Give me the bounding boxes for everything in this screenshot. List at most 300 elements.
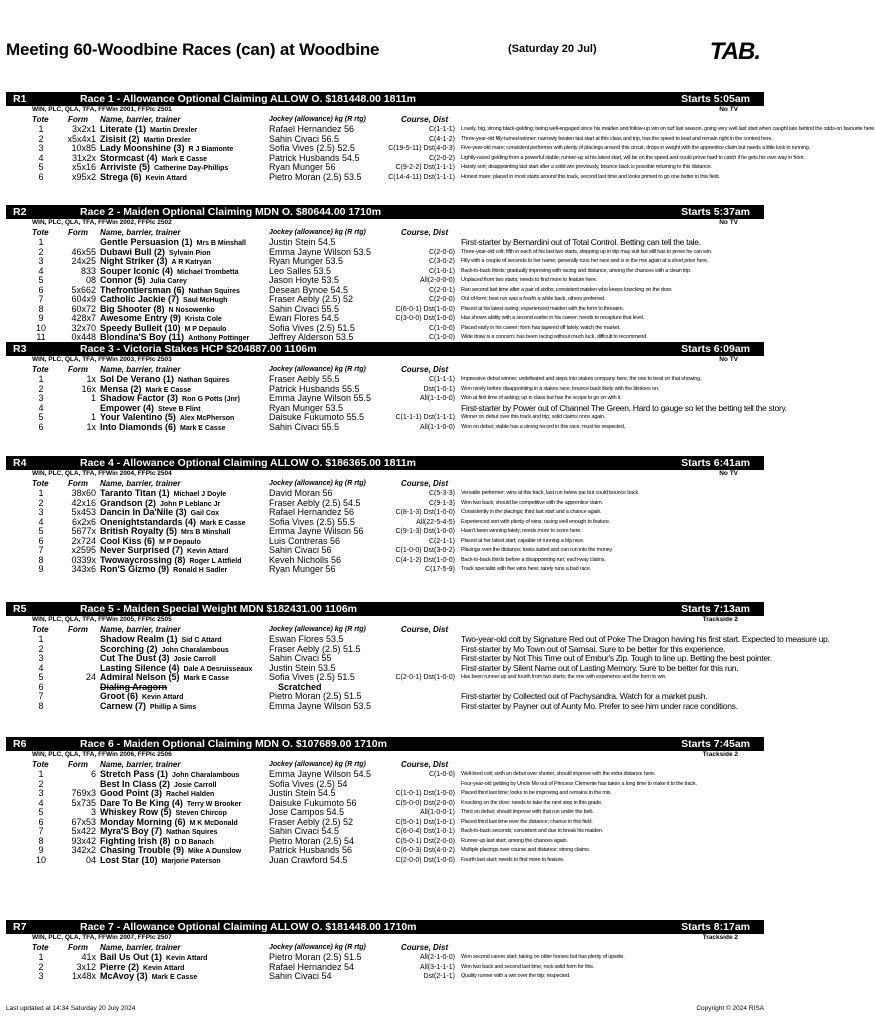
tote-number: 3 [38,143,44,153]
col-name-header: Name, barrier, trainer [100,228,181,237]
tote-number: 1 [38,952,44,962]
form-string: 0339x [71,554,96,565]
course-distance-stats: C(1-0-0) [428,334,455,341]
race-number: R1 [13,93,27,105]
runner-comment: Three-year-old colt; fifth in each of his last two starts, stepping up in trip may suit but still has to prove he can win. [461,248,713,255]
race-number: R7 [13,921,27,933]
race-name: Race 7 - Allowance Optional Claiming ALLOW O. $181448.00 1710m [80,921,417,933]
jockey-weight: Daisuke Fukumoto 56 [269,797,357,808]
col-form-header: Form [68,228,88,237]
jockey-weight: Sofia Vives (2.5) 55.5 [269,516,355,527]
trainer-name: Kevin Attard [187,548,229,555]
trainer-name: Alex McPherson [179,415,235,422]
col-form-header: Form [68,943,88,952]
jockey-weight: Jeffrey Alderson 53.5 [269,332,354,342]
course-distance-stats: C(2-0-1) [428,286,455,294]
runner-comment: Unplaced from two starts; needs to find more to feature here. [461,277,598,283]
trainer-name: A R Katryan [171,259,212,266]
jockey-weight: David Moran 56 [269,488,333,498]
race-section [6,602,830,711]
race-section [6,456,764,575]
jockey-weight: Emma Jayne Wilson 53.5 [269,246,372,257]
col-tote-header: Tote [32,115,49,124]
broadcast-channel: Trackside 2 [702,934,738,941]
course-distance-stats: C(2-1-1) [428,537,455,545]
runner-name: Twowaycrossing (8) [100,554,186,565]
runner-comment: Placed at his latest outing; experienced maiden with the form to threaten. [461,305,624,312]
trainer-name: Mrs B Minshall [181,529,231,536]
race-header-bar [6,602,764,616]
runner-name: Connor (5) [100,275,146,285]
col-jockey-header: Jockey (allowance) kg (R rtg) [269,366,366,373]
course-distance-stats: C(9-1-3) Dst(1-0-0) [395,528,455,535]
trainer-name: John Charalambous [172,772,240,779]
form-string: 60x72 [71,303,96,314]
runner-name: Dancin In Da'Nile (3) [100,507,187,517]
jockey-weight: Patrick Husbands 54.5 [269,152,360,163]
trainer-name: Nathan Squires [178,377,230,384]
runner-name: Strega (6) [100,171,142,182]
runner-comment: Runner-up last start; among the chances again. [461,837,568,844]
tote-number: 1 [38,374,44,384]
runner-row[interactable] [6,565,764,575]
trainer-name: Mark E Casse [145,386,192,394]
form-string: 38x60 [71,488,96,498]
last-updated: Last updated at 14:34 Saturday 20 July 2024 [6,1005,136,1012]
runner-name: Shadow Factor (3) [100,393,179,403]
runner-comment: Lovely, big, strong black-gelding; being well-engaged since his maiden and follow-up win on turf last season, going very well last start when caught late behind the odds-on favourite here. [461,126,875,132]
runner-comment: Quality runner with a win over the trip; respected. [461,973,571,979]
runner-name: Best In Class (2) [100,778,171,789]
course-distance-stats: C(2-0-0) [428,296,455,303]
runner-name: Never Surprised (7) [100,545,184,555]
form-string: 604x9 [71,294,96,304]
col-name-header: Name, barrier, trainer [100,365,181,374]
form-string: 67x53 [71,816,96,827]
col-jockey-header: Jockey (allowance) kg (R rtg) [269,229,366,236]
trainer-name: Krista Cole [184,316,222,323]
runner-comment: Four-year-old gelding by Uncle Mo out of Princess Clemente has taken a long time to make it to the track. [461,780,697,787]
trainer-name: Mark E Casse [151,974,198,981]
bet-types: WIN, PLC, QLA, TFA, FFWin 2001, FFPlc 2501 [32,106,172,113]
runner-comment: Has been runner-up and fourth from two starts; the one with experience and the form to win. [461,674,667,680]
trainer-name: Nathan Squires [188,287,240,295]
course-distance-stats: All(3-1-1-1) [419,963,455,971]
trainer-name: Ronald H Sadler [173,567,228,574]
trainer-name: Steven Chircop [175,810,227,817]
col-form-header: Form [68,760,88,769]
col-jockey-header: Jockey (allowance) kg (R rtg) [269,116,366,123]
bet-types: WIN, PLC, QLA, TFA, FFWin 2002, FFPlc 2502 [32,219,172,226]
course-distance-stats: C(1-1-1) [428,376,455,383]
page-header [6,40,764,68]
trainer-name: Julia Carey [149,278,187,285]
form-string: 5x735 [71,797,96,808]
runner-name: Chasing Trouble (9) [100,845,185,855]
runner-name: Night Striker (3) [100,256,168,266]
col-tote-header: Tote [32,625,49,634]
course-distance-stats: All(22-5-4-5) [416,518,455,526]
trainer-name: Kevin Attard [145,174,187,182]
runner-name: Cut The Dust (3) [100,653,170,663]
tote-number: 2 [38,133,44,144]
jockey-weight: Juan Crawford 54.5 [269,854,348,865]
runner-name: Myra'S Boy (7) [100,826,163,836]
trainer-name: R J Biamonte [188,146,234,153]
runner-row[interactable] [6,702,764,712]
runner-name: Your Valentino (5) [100,412,176,422]
runner-comment: Honest mare; placed in most starts around this track, second last time and looks primed to go one better in this field. [461,173,720,180]
tote-number: 5 [38,807,44,817]
tote-number: 6 [38,284,44,295]
trainer-name: D D Banach [174,838,214,846]
course-distance-stats: All(1-1-0-0) [419,423,455,431]
course-distance-stats: Dst(1-0-1) [423,385,455,393]
course-distance-stats: C(19-5-11) Dst(4-0-3) [388,145,455,152]
runner-comment: Handy sort; disappointing last start after a solid win previously, bounce back is possible returning to this distance. [461,164,712,170]
copyright: Copyright © 2024 RISA [696,1005,764,1012]
runner-name: Groot (6) [100,691,138,701]
runner-comment: First-starter by Not This Time out of Embur's Zip. Tough to line up. Betting the best pointer. [461,653,772,663]
course-distance-stats: C(5-0-1) Dst(1-0-1) [395,818,455,826]
trainer-name: Terry W Brooker [186,800,242,808]
tote-number: 2 [38,497,44,508]
form-string: 5677x [71,526,96,536]
runner-comment: Out of form; best run was a fourth a while back, others preferred. [461,296,606,302]
tote-number: 5 [38,672,44,682]
jockey-weight: Sahin Civaci 56.5 [269,133,340,144]
form-string: 769x3 [71,788,96,798]
form-string: 343x6 [71,564,96,574]
col-jockey-header: Jockey (allowance) kg (R rtg) [269,480,366,487]
runner-row[interactable] [6,423,764,433]
trainer-name: M P Depaulo [159,538,201,546]
jockey-weight: Patrick Husbands 55.5 [269,383,360,394]
runner-comment: Winner on debut over this track and trip; solid claims once again. [461,414,606,420]
jockey-weight: Patrick Husbands 56 [269,845,353,855]
runner-name: Literate (1) [100,124,147,134]
runner-name: Bail Us Out (1) [100,952,163,962]
runner-comment: Won at first time of asking; up in class but has the scope to go on with it. [461,395,622,401]
course-distance-stats: All(1-0-0-1) [419,809,455,816]
tote-number: 7 [38,691,44,701]
form-string: 41x [81,952,96,962]
runner-name-cell [100,856,221,867]
tote-number: 8 [38,700,44,711]
col-course-header: Course, Dist [401,760,449,769]
trainer-name: M P Depaulo [184,325,227,333]
form-string: 08 [85,275,96,285]
tote-number: 6 [38,681,44,692]
race-number: R4 [13,457,27,469]
race-name: Race 2 - Maiden Optional Claiming MDN O. $80644.00 1710m [80,206,382,218]
course-distance-stats: C(2-0-0) [428,248,455,256]
trainer-name: Kevin Attard [142,694,184,701]
jockey-weight: Sofia Vives (2.5) 54 [269,778,348,789]
runner-comment: First-starter by Bernardini out of Total Control. Betting can tell the tale. [461,237,701,247]
runner-comment: First-starter by Silent Name out of Lasting Memory. Sure to be better for this run. [461,662,739,673]
course-distance-stats: C(1-0-0) Dst(3-0-2) [395,547,455,554]
jockey-weight: Sofia Vives (2.5) 51.5 [269,322,355,333]
col-name-header: Name, barrier, trainer [100,479,181,488]
tote-number: 6 [38,171,44,182]
col-name-header: Name, barrier, trainer [100,760,181,769]
trainer-name: Mrs B Minshall [196,240,246,247]
course-distance-stats: C(6-0-4) Dst(1-0-1) [395,828,455,835]
jockey-weight: Fraser Aebly (2.5) 52 [269,294,354,304]
form-string: 04 [85,854,96,865]
course-distance-stats: C(2-0-2) [428,154,455,162]
trainer-name: Catherine Day-Phillips [154,165,229,172]
jockey-weight: Emma Jayne Wilson 55.5 [269,393,372,403]
race-name: Race 4 - Allowance Optional Claiming ALLOW O. $186365.00 1811m [80,457,416,469]
tote-number: 4 [38,516,44,527]
course-distance-stats: Dst(2-1-1) [423,973,455,980]
tote-number: 4 [38,152,44,163]
broadcast-channel: Trackside 2 [702,616,738,623]
runner-name: Gentle Persuasion (1) [100,237,193,247]
course-distance-stats: C(9-2-2) Dst(1-1-1) [395,164,455,171]
col-tote-header: Tote [32,943,49,952]
col-name-header: Name, barrier, trainer [100,625,181,634]
tote-number: 7 [38,545,44,555]
runner-comment: Lightly-raced gelding from a powerful stable; runner-up at his latest start, will be on the speed and could prove hard to catch if he gets his own way in front. [461,154,805,161]
broadcast-channel: No TV [719,470,738,477]
runner-comment: Three-year-old filly-turned-winner; narrowly beaten last start at this class and trip, has the speed to lead and remain right in the contest here. [461,135,773,142]
col-course-header: Course, Dist [401,479,449,488]
runner-name: Mensa (2) [100,383,142,394]
runner-name: Ron'S Gizmo (9) [100,564,170,574]
runner-row[interactable] [6,173,764,183]
runner-comment: Third on debut; should improve with that run under the belt. [461,809,594,815]
form-string: 428x7 [71,313,96,323]
tote-number: 10 [35,854,46,865]
runner-name: Zisisit (2) [100,133,140,144]
jockey-weight: Fraser Aebly (2.5) 52 [269,816,354,827]
tote-number: 6 [38,535,44,546]
race-start-time: Starts 6:09am [681,343,750,355]
form-string: 32x70 [71,322,96,333]
jockey-weight: Fraser Aebly (2.5) 51.5 [269,643,361,654]
form-string: 1 [90,412,96,422]
jockey-weight: Daisuke Fukumoto 55.5 [269,412,365,422]
jockey-weight: Luis Contreras 56 [269,535,341,546]
col-form-header: Form [68,115,88,124]
runner-comment: Well-bred colt; sixth on debut over shorter, should improve with the extra distance here. [461,771,656,777]
runner-comment: Track specialist with five wins here; rarely runs a bad race. [461,566,592,572]
runner-name: Monday Morning (6) [100,816,186,827]
tote-number: 1 [38,634,44,644]
tote-number: 3 [38,653,44,663]
trainer-name: Martin Drexler [143,136,191,144]
form-string: 46x55 [71,246,96,257]
runner-comment: Placed early in his career; form has tapered off lately, watch the market. [461,324,621,331]
runner-name-cell [100,702,196,713]
tote-number: 3 [38,507,44,517]
form-string: x5x16 [71,162,96,172]
course-distance-stats: C(1-0-0) [428,771,455,778]
race-subheader [6,616,764,625]
tote-number: 4 [38,662,44,673]
race-name: Race 3 - Victoria Stakes HCP $204887.00 1106m [80,343,317,355]
runner-name: Taranto Titan (1) [100,488,170,498]
course-distance-stats: C(1-0-0) [428,324,455,332]
runner-name: Dubawi Bull (2) [100,246,165,257]
trainer-name: Phillip A Sims [150,703,197,711]
tote-number: 5 [38,162,44,172]
trainer-name: Josie Carroll [173,656,216,663]
form-string: 93x42 [71,835,96,846]
form-string: 5x662 [71,284,96,295]
trainer-name: Steve B Flint [158,405,201,413]
col-form-header: Form [68,625,88,634]
tote-number: 3 [38,393,44,403]
jockey-weight: Sahin Civaci 56 [269,545,332,555]
trainer-name: Nathan Squires [166,829,218,836]
col-form-header: Form [68,365,88,374]
runner-comment: Fourth last start; needs to find more to feature. [461,856,565,863]
tote-number: 4 [38,797,44,808]
tote-number: 9 [38,313,44,323]
trainer-name: Anthony Pottinger [188,335,250,342]
race-start-time: Starts 7:13am [681,603,750,615]
jockey-weight: Justin Stein 54.5 [269,237,336,247]
race-start-time: Starts 6:41am [681,457,750,469]
race-subheader [6,934,764,943]
tote-number: 7 [38,294,44,304]
form-string: 24x25 [71,256,96,266]
form-string: 3 [90,807,96,817]
trainer-name: Roger L Attfield [189,557,242,565]
trainer-name: Sid C Attard [181,637,222,644]
runner-comment: Ran second last time after a pair of sixths; consistent maiden who keeps knocking on the door. [461,286,673,293]
jockey-weight: Sahin Civaci 55.5 [269,421,340,432]
runner-name: Empower (4) [100,402,155,413]
col-jockey-header: Jockey (allowance) kg (R rtg) [269,944,366,951]
runner-row[interactable] [6,972,764,982]
race-name: Race 5 - Maiden Special Weight MDN $182431.00 1106m [80,603,358,615]
jockey-weight: Emma Jayne Wilson 54.5 [269,769,372,779]
runner-name: Catholic Jackie (7) [100,294,180,304]
trainer-name: M K McDonald [189,819,238,827]
trainer-name: Mark E Casse [183,675,230,682]
col-course-header: Course, Dist [401,115,449,124]
form-string: 1x [86,374,96,384]
jockey-weight: Ewan Flores 54.5 [269,313,340,323]
runner-comment: First-starter by Collected out of Pachysandra. Watch for a market push. [461,691,708,701]
form-string: 31x2x [71,152,96,163]
col-tote-header: Tote [32,760,49,769]
tote-number: 3 [38,788,44,798]
col-tote-header: Tote [32,479,49,488]
col-course-header: Course, Dist [401,365,449,374]
tote-number: 8 [38,554,44,565]
col-jockey-header: Jockey (allowance) kg (R rtg) [269,626,366,633]
course-distance-stats: C(4-1-2) Dst(1-0-0) [395,556,455,564]
runner-comment: Impressive debut winner; undefeated and steps into stakes company here, the one to beat on that showing. [461,376,702,382]
race-start-time: Starts 5:05am [681,93,750,105]
runner-comment: Experienced sort with plenty of wins; racing well enough to feature. [461,518,611,525]
bet-types: WIN, PLC, QLA, TFA, FFWin 2004, FFPlc 2504 [32,470,172,477]
tote-number: 7 [38,826,44,836]
trainer-name: Mark E Casse [200,519,246,527]
jockey-weight: Pietro Moran (2.5) 51.5 [269,952,362,962]
runner-name: McAvoy (3) [100,971,148,981]
bet-types: WIN, PLC, QLA, TFA, FFWin 2006, FFPlc 2506 [32,751,172,758]
runner-name: Into Diamonds (6) [100,421,176,432]
bet-types: WIN, PLC, QLA, TFA, FFWin 2005, FFPlc 2505 [32,616,172,623]
trainer-name: Mike A Dunslow [188,848,242,855]
course-distance-stats: C(2-0-0) Dst(1-0-0) [395,856,455,864]
jockey-weight: Sahin Civaci 54 [269,971,332,981]
race-number: R2 [13,206,27,218]
runner-name: Fighting Irish (8) [100,835,171,846]
race-header-bar [6,342,764,356]
form-string: 5x422 [71,826,96,836]
form-string: 342x2 [71,845,96,855]
runner-row[interactable] [6,856,764,866]
runner-name-cell [100,423,226,434]
course-distance-stats: C(2-0-1) Dst(1-0-0) [395,674,455,681]
course-distance-stats: C(6-0-1) Dst(1-0-0) [395,305,455,313]
form-string: 42x16 [71,497,96,508]
race-subheader [6,106,764,115]
jockey-weight: Sofia Vives (2.5) 51.5 [269,672,355,682]
tote-number: 5 [38,275,44,285]
trainer-name: Ron G Potts (Jnr) [182,396,240,403]
course-distance-stats: C(5-3-3) [428,490,455,497]
jockey-weight: Keveh Nicholls 56 [269,554,342,565]
tote-number: 2 [38,961,44,972]
runner-comment: Two-year-old colt by Signature Red out of Poke The Dragon having his first start. Expected to measure up. [461,634,830,644]
race-start-time: Starts 8:17am [681,921,750,933]
course-distance-stats: All(2-1-0-0) [419,954,455,961]
tote-number: 3 [38,256,44,266]
runner-comment: Hasn't been winning lately; needs more to score here. [461,528,582,534]
runner-name: Dare To Be King (4) [100,797,183,808]
tote-number: 3 [38,971,44,981]
trainer-name: Kevin Attard [166,955,208,962]
col-name-header: Name, barrier, trainer [100,943,181,952]
runner-name: Admiral Nelson (5) [100,672,180,682]
jockey-weight: Justin Stein 53.5 [269,662,336,673]
course-distance-stats: C(4-1-2) [428,135,455,143]
course-distance-stats: C(8-1-3) Dst(1-0-0) [395,509,455,516]
jockey-weight: Jose Campos 54.5 [269,807,345,817]
trainer-name: Martin Drexler [150,127,198,134]
tab-logo: TAB. [709,38,760,65]
tote-number: 8 [38,303,44,314]
form-string: 1x [86,421,96,432]
trainer-name: Josie Carroll [174,781,217,789]
form-string: 6x2x6 [71,516,96,527]
tote-number: 10 [35,322,46,333]
tote-number: 2 [38,643,44,654]
tote-number: 2 [38,383,44,394]
runner-name: Big Shooter (8) [100,303,165,314]
trainer-name: John P Leblanc Jr [160,500,221,508]
trainer-name: Kevin Attard [143,964,185,972]
col-course-header: Course, Dist [401,228,449,237]
race-subheader [6,219,764,228]
form-string: 3x12 [76,961,96,972]
jockey-weight: Pietro Moran (2.5) 54 [269,835,355,846]
jockey-weight: Sofia Vives (2.5) 52.5 [269,143,355,153]
course-distance-stats: C(5-0-1) Dst(2-0-0) [395,837,455,845]
race-header-bar [6,737,764,751]
tote-number: 6 [38,421,44,432]
runner-comment: Versatile performer; wins at this track, last run below par but could bounce back. [461,490,640,496]
